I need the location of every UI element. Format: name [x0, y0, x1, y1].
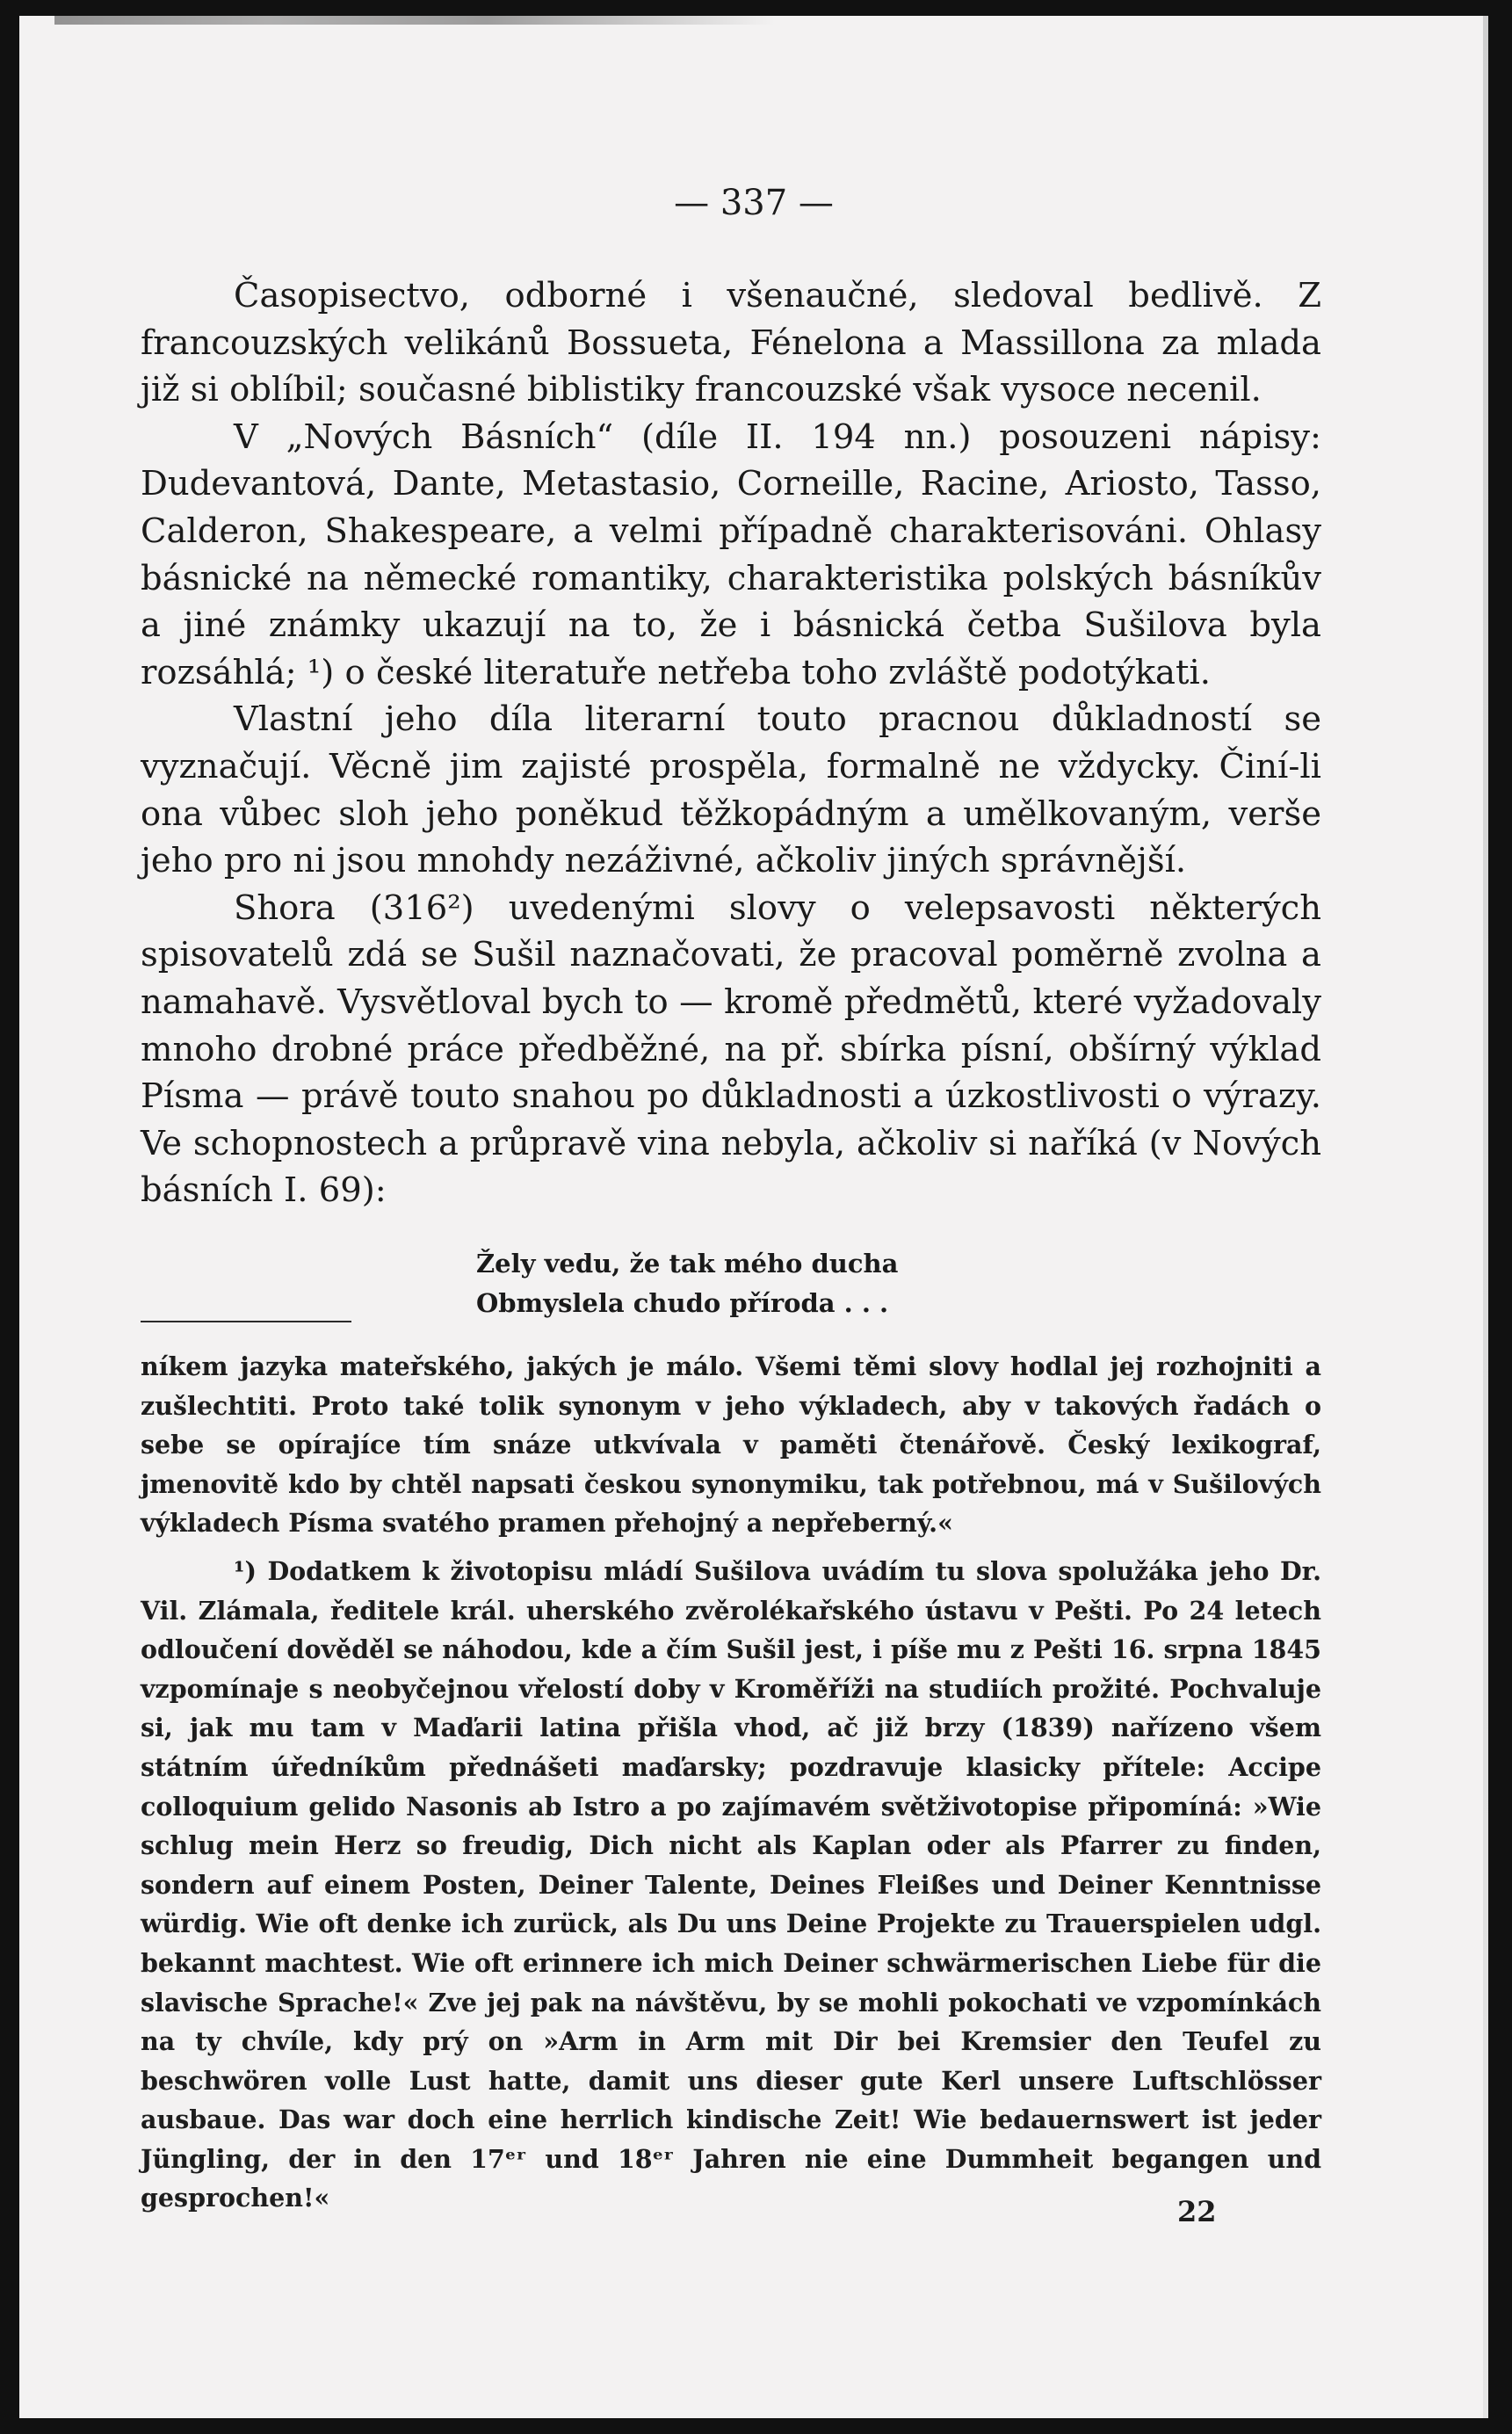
footnote-continuation: níkem jazyka mateřského, jakých je málo. Všemi těmi slovy hodlal jej rozhojniti a zušlechtiti. Proto také tolik synonym v jeho výkladech, aby v takových řadách o sebe se opírajíce tím snáze utkvívala v paměti čtenářově. Český lexikograf, jmenovitě kdo by chtěl napsati českou synonymiku, tak potřebnou, má v Sušilových výkladech Písma svatého pramen přehojný a nepřeberný.« [141, 1351, 1321, 1539]
main-text [141, 272, 1321, 1214]
page-number: — 337 — [674, 183, 834, 223]
poem-quote [476, 1244, 898, 1323]
paragraph-1: Časopisectvo, odborné i všenaučné, sledoval bedlivě. Z francouzských velikánů Bossueta, Fénelona a Massillona za mlada již si oblíbil; současné biblistiky francouzské však vysoce necenil. [141, 276, 1321, 410]
poem-line-2: Obmyslela chudo příroda . . . [476, 1288, 889, 1318]
signature-mark: 22 [1177, 2195, 1217, 2228]
paragraph-3: Vlastní jeho díla literarní touto pracnou důkladností se vyznačují. Věcně jim zajisté prospěla, formalně ne vždycky. Činí-li ona vůbec sloh jeho poněkud těžkopádným a umělkovaným, verše jeho pro ni jsou mnohdy nezáživné, ačkoliv jiných správnější. [141, 699, 1321, 881]
scan-edge-mark [54, 16, 775, 25]
footnotes [141, 1347, 1321, 2218]
poem-line-1: Žely vedu, že tak mého ducha [476, 1249, 899, 1279]
page-edge-shadow [1483, 16, 1488, 2418]
paragraph-4: Shora (316²) uvedenými slovy o velepsavosti některých spisovatelů zdá se Sušil naznačovati, že pracoval poměrně zvolna a namahavě. Vysvětloval bych to — kromě předmětů, které vyžadovaly mnoho drobné práce předběžné, na př. sbírka písní, obšírný výklad Písma — právě touto snahou po důkladnosti a úzkostlivosti o výrazy. Ve schopnostech a průpravě vina nebyla, ačkoliv si naříká (v Nových básních I. 69): [141, 887, 1321, 1211]
footnote-1: ¹) Dodatkem k životopisu mládí Sušilova uvádím tu slova spolužáka jeho Dr. Vil. Zlámala, ředitele král. uherského zvěrolékařského ústavu v Pešti. Po 24 letech odloučení dověděl se náhodou, kde a čím Sušil jest, i píše mu z Pešti 16. srpna 1845 vzpomínaje s neobyčejnou vřelostí doby v Kroměříži na studiích prožité. Pochvaluje si, jak mu tam v Maďarii latina přišla vhod, ač již brzy (1839) nařízeno všem státním úředníkům přednášeti maďarsky; pozdravuje klasicky přítele: Accipe colloquium gelido Nasonis ab Istro a po zajímavém světživotopise připomíná: »Wie schlug mein Herz so freudig, Dich nicht als Kaplan oder als Pfarrer zu finden, sondern auf einem Posten, Deiner Talente, Deines Fleißes und Deiner Kenntnisse würdig. Wie oft denke ich zurück, als Du uns Deine Projekte zu Trauerspielen udgl. bekannt machtest. Wie oft erinnere ich mich Deiner schwärmerischen Liebe für die slavische Sprache!« Zve jej pak na návštěvu, by se mohli pokochati ve vzpomínkách na ty chvíle, kdy prý on »Arm in Arm mit Dir bei Kremsier den Teufel zu beschwören volle Lust hatte, damit uns dieser gute Kerl unsere Luftschlösser ausbaue. Das war doch eine herrlich kindische Zeit! Wie bedauernswert ist jeder Jüngling, der in den 17ᵉʳ und 18ᵉʳ Jahren nie eine Dummheit begangen und gesprochen!« [141, 1555, 1321, 2213]
book-page [19, 16, 1488, 2418]
footnote-divider [141, 1321, 351, 1322]
paragraph-2: V „Nových Básních“ (díle II. 194 nn.) posouzeni nápisy: Dudevantová, Dante, Metastasio, Corneille, Racine, Ariosto, Tasso, Calderon, Shakespeare, a velmi případně charakterisováni. Ohlasy básnické na německé romantiky, charakteristika polských básníkův a jiné známky ukazují na to, že i básnická četba Sušilova byla rozsáhlá; ¹) o české literatuře netřeba toho zvláště podotýkati. [141, 417, 1321, 692]
